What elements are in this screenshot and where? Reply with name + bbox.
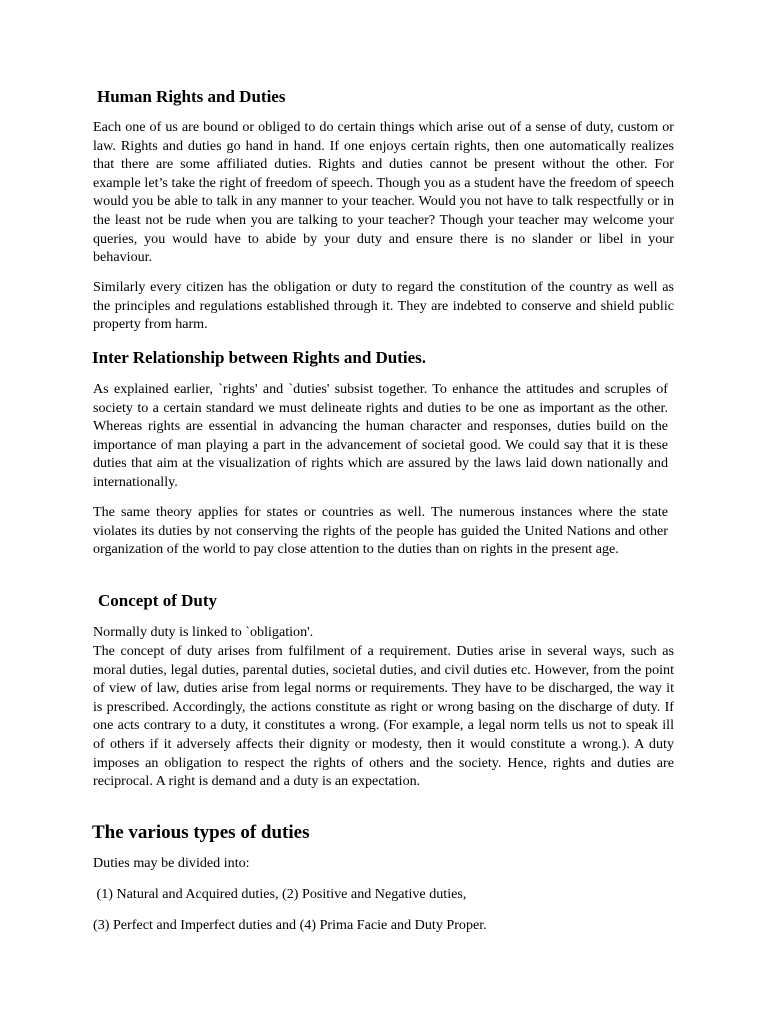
concept-intro-line: Normally duty is linked to `obligation'.: [93, 624, 314, 640]
section-heading-types-of-duties: The various types of duties: [92, 822, 310, 843]
section-heading-concept-of-duty: Concept of Duty: [98, 591, 217, 610]
paragraph-concept-of-duty: The concept of duty arises from fulfilment of a requirement. Duties arise in several ways, such as moral duties, legal duties, parental duties, societal duties, and civil duties etc. However, from the point of view of law, duties arise from legal norms or requirements. They have to be discharged, the way it is prescribed. Accordingly, the actions constitute as right or wrong basing on the discharge of duty. If one acts contrary to a duty, it constitutes a wrong. (For example, a legal norm tells us not to speak ill of others if it adversely affects their dignity or modesty, then it would constitute a wrong.). A duty imposes an obligation to respect the rights of others and the society. Hence, rights and duties are reciprocal. A right is demand and a duty is an expectation.: [93, 643, 674, 790]
types-list-line-2: (3) Perfect and Imperfect duties and (4) Prima Facie and Duty Proper.: [93, 917, 487, 933]
paragraph-inter-relationship-2: The same theory applies for states or countries as well. The numerous instances where the state violates its duties by not conserving the rights of the people has guided the United Nations and other organization of the world to pay close attention to the duties than on rights in the present age.: [93, 504, 668, 558]
section-heading-human-rights: Human Rights and Duties: [97, 87, 286, 106]
paragraph-human-rights-1: Each one of us are bound or obliged to do certain things which arise out of a sense of duty, custom or law. Rights and duties go hand in hand. If one enjoys certain rights, then one automatically realizes that there are some affiliated duties. Rights and duties cannot be present without the other. For example let’s take the right of freedom of speech. Though you as a student have the freedom of speech would you be able to talk in any manner to your teacher. Would you not have to talk respectfully or in the least not be rude when you are talking to your teacher? Though your teacher may welcome your queries, you would have to abide by your duty and ensure there is no slander or libel in your behaviour.: [93, 119, 674, 266]
section-heading-inter-relationship: Inter Relationship between Rights and Duties.: [92, 348, 427, 367]
paragraph-human-rights-2: Similarly every citizen has the obligation or duty to regard the constitution of the country as well as the principles and regulations established through it. They are indebted to conserve and shield public property from harm.: [93, 279, 674, 333]
paragraph-inter-relationship-1: As explained earlier, `rights' and `duties' subsist together. To enhance the attitudes and scruples of society to a certain standard we must delineate rights and duties to be one as important as the other. Whereas rights are essential in advancing the human character and responses, duties build on the importance of man playing a part in the advancement of societal good. We could say that it is these duties that aim at the visualization of rights which are assured by the laws laid down nationally and internationally.: [93, 381, 668, 490]
types-intro-line: Duties may be divided into:: [93, 855, 250, 871]
types-list-line-1: (1) Natural and Acquired duties, (2) Positive and Negative duties,: [93, 886, 467, 902]
